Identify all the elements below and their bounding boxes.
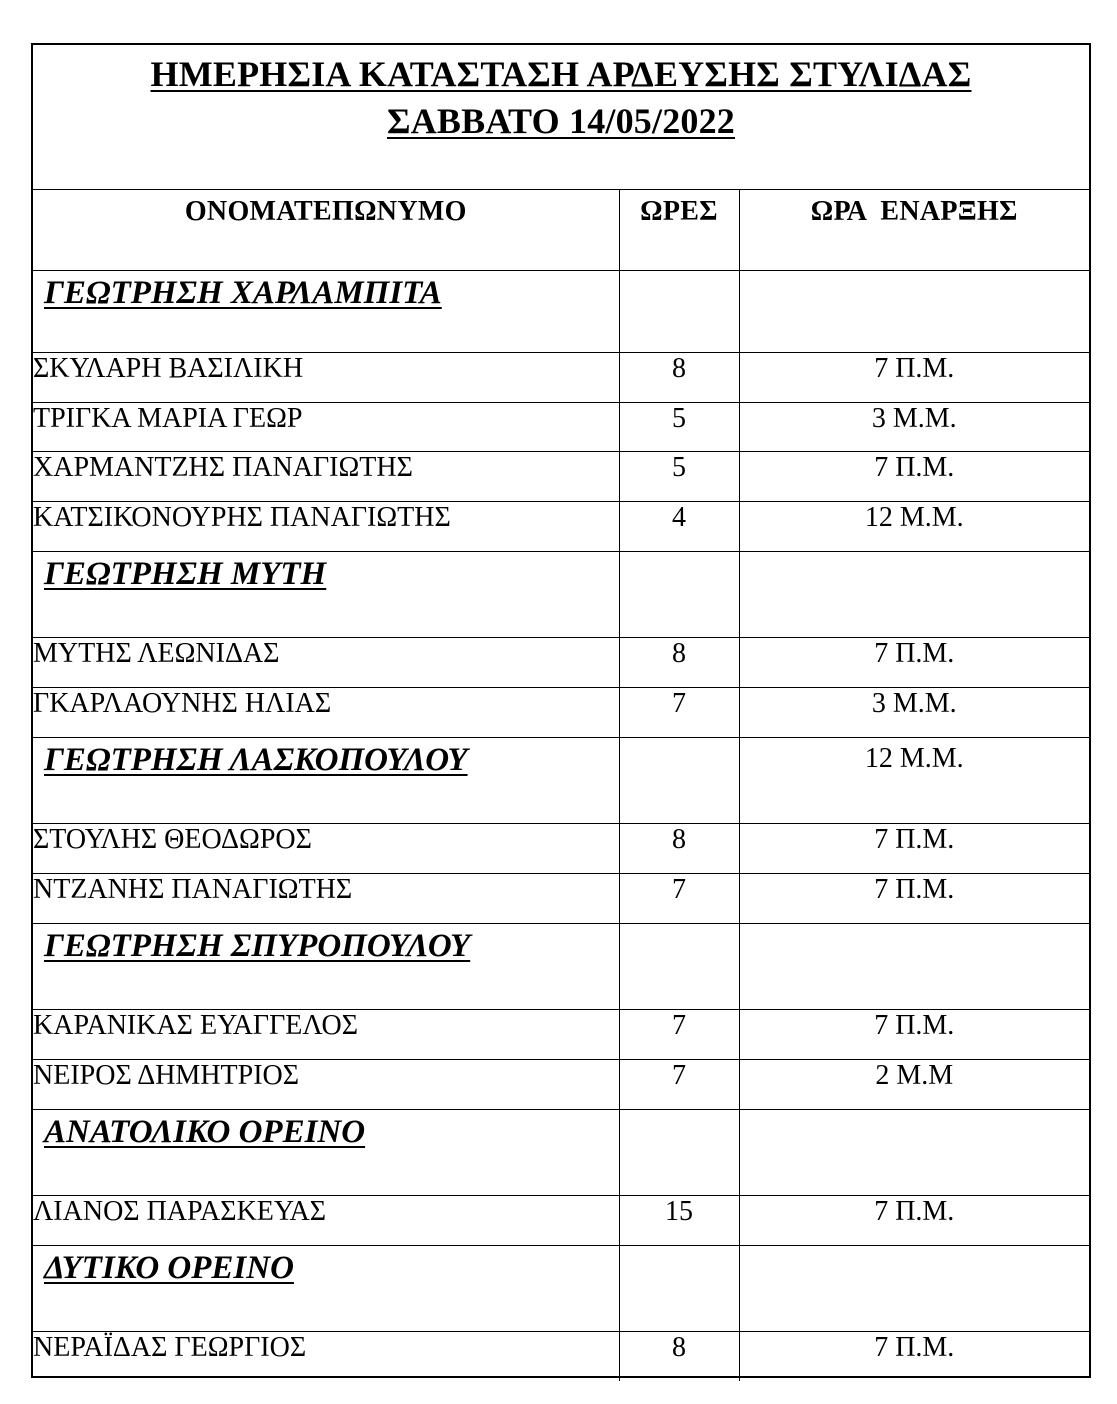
header-hours: ΩΡΕΣ <box>619 190 739 270</box>
section-row <box>33 551 1089 637</box>
header-start-time: ΩΡΑ ΕΝΑΡΞΗΣ <box>739 190 1089 270</box>
start-time-value: 3 Μ.Μ. <box>739 402 1089 451</box>
hours-value: 8 <box>619 352 739 402</box>
hours-value: 4 <box>619 501 739 551</box>
section-row <box>33 737 1089 823</box>
person-name: ΤΡΙΓΚΑ ΜΑΡΙΑ ΓΕΩΡ <box>33 402 619 451</box>
start-time-value: 7 Π.Μ. <box>739 873 1089 923</box>
section-hours <box>619 1109 739 1195</box>
person-name: ΝΕΡΑΪΔΑΣ ΓΕΩΡΓΙΟΣ <box>33 1331 619 1381</box>
start-time-value: 12 Μ.Μ. <box>739 501 1089 551</box>
hours-value: 7 <box>619 873 739 923</box>
section-row <box>33 1109 1089 1195</box>
section-hours <box>619 923 739 1009</box>
document-date: ΣΑΒΒΑΤΟ 14/05/2022 <box>386 101 736 141</box>
table-row <box>33 823 1089 873</box>
hours-value: 7 <box>619 1009 739 1059</box>
person-name: ΚΑΤΣΙΚΟΝΟΥΡΗΣ ΠΑΝΑΓΙΩΤΗΣ <box>33 501 619 551</box>
section-hours <box>619 270 739 352</box>
start-time-value: 7 Π.Μ. <box>739 1009 1089 1059</box>
person-name: ΓΚΑΡΛΑΟΥΝΗΣ ΗΛΙΑΣ <box>33 687 619 737</box>
hours-value: 8 <box>619 637 739 687</box>
start-time-value: 7 Π.Μ. <box>739 451 1089 501</box>
section-row <box>33 1245 1089 1331</box>
start-time-value: 7 Π.Μ. <box>739 823 1089 873</box>
table-row <box>33 1059 1089 1109</box>
start-time-value: 7 Π.Μ. <box>739 1195 1089 1245</box>
section-start-time <box>739 270 1089 352</box>
section-hours <box>619 551 739 637</box>
table-row <box>33 1331 1089 1381</box>
person-name: ΜΥΤΗΣ ΛΕΩΝΙΔΑΣ <box>33 637 619 687</box>
section-name: ΑΝΑΤΟΛΙΚΟ ΟΡΕΙΝΟ <box>33 1109 619 1195</box>
hours-value: 7 <box>619 687 739 737</box>
section-row <box>33 923 1089 1009</box>
table-row <box>33 1009 1089 1059</box>
hours-value: 8 <box>619 1331 739 1381</box>
start-time-value: 7 Π.Μ. <box>739 637 1089 687</box>
person-name: ΧΑΡΜΑΝΤΖΗΣ ΠΑΝΑΓΙΩΤΗΣ <box>33 451 619 501</box>
table-row <box>33 451 1089 501</box>
section-row <box>33 270 1089 352</box>
hours-value: 5 <box>619 402 739 451</box>
section-name: ΓΕΩΤΡΗΣΗ ΣΠΥΡΟΠΟΥΛΟΥ <box>33 923 619 1009</box>
table-row <box>33 501 1089 551</box>
table-row <box>33 402 1089 451</box>
table-row <box>33 873 1089 923</box>
start-time-value: 2 Μ.Μ <box>739 1059 1089 1109</box>
table-row <box>33 352 1089 402</box>
hours-value: 5 <box>619 451 739 501</box>
section-name: ΓΕΩΤΡΗΣΗ ΛΑΣΚΟΠΟΥΛΟΥ <box>33 737 619 823</box>
section-name: ΔΥΤΙΚΟ ΟΡΕΙΝΟ <box>33 1245 619 1331</box>
section-start-time <box>739 1109 1089 1195</box>
title-block <box>33 45 1089 190</box>
section-start-time <box>739 1245 1089 1331</box>
hours-value: 7 <box>619 1059 739 1109</box>
start-time-value: 7 Π.Μ. <box>739 1331 1089 1381</box>
section-start-time <box>739 923 1089 1009</box>
irrigation-schedule-document <box>31 43 1091 1378</box>
person-name: ΛΙΑΝΟΣ ΠΑΡΑΣΚΕΥΑΣ <box>33 1195 619 1245</box>
header-row <box>33 190 1089 270</box>
section-hours <box>619 1245 739 1331</box>
table-row <box>33 1195 1089 1245</box>
document-title: ΗΜΕΡΗΣΙΑ ΚΑΤΑΣΤΑΣΗ ΑΡΔΕΥΣΗΣ ΣΤΥΛΙΔΑΣ <box>150 54 972 94</box>
hours-value: 8 <box>619 823 739 873</box>
schedule-table <box>33 190 1089 1381</box>
person-name: ΚΑΡΑΝΙΚΑΣ ΕΥΑΓΓΕΛΟΣ <box>33 1009 619 1059</box>
hours-value: 15 <box>619 1195 739 1245</box>
person-name: ΣΤΟΥΛΗΣ ΘΕΟΔΩΡΟΣ <box>33 823 619 873</box>
person-name: ΝΕΙΡΟΣ ΔΗΜΗΤΡΙΟΣ <box>33 1059 619 1109</box>
person-name: ΣΚΥΛΑΡΗ ΒΑΣΙΛΙΚΗ <box>33 352 619 402</box>
section-start-time: 12 Μ.Μ. <box>739 737 1089 823</box>
person-name: ΝΤΖΑΝΗΣ ΠΑΝΑΓΙΩΤΗΣ <box>33 873 619 923</box>
start-time-value: 3 Μ.Μ. <box>739 687 1089 737</box>
table-row <box>33 687 1089 737</box>
start-time-value: 7 Π.Μ. <box>739 352 1089 402</box>
section-name: ΓΕΩΤΡΗΣΗ ΧΑΡΛΑΜΠΙΤΑ <box>33 270 619 352</box>
section-name: ΓΕΩΤΡΗΣΗ ΜΥΤΗ <box>33 551 619 637</box>
section-hours <box>619 737 739 823</box>
section-start-time <box>739 551 1089 637</box>
table-row <box>33 637 1089 687</box>
header-name: ΟΝΟΜΑΤΕΠΩΝΥΜΟ <box>184 196 467 227</box>
